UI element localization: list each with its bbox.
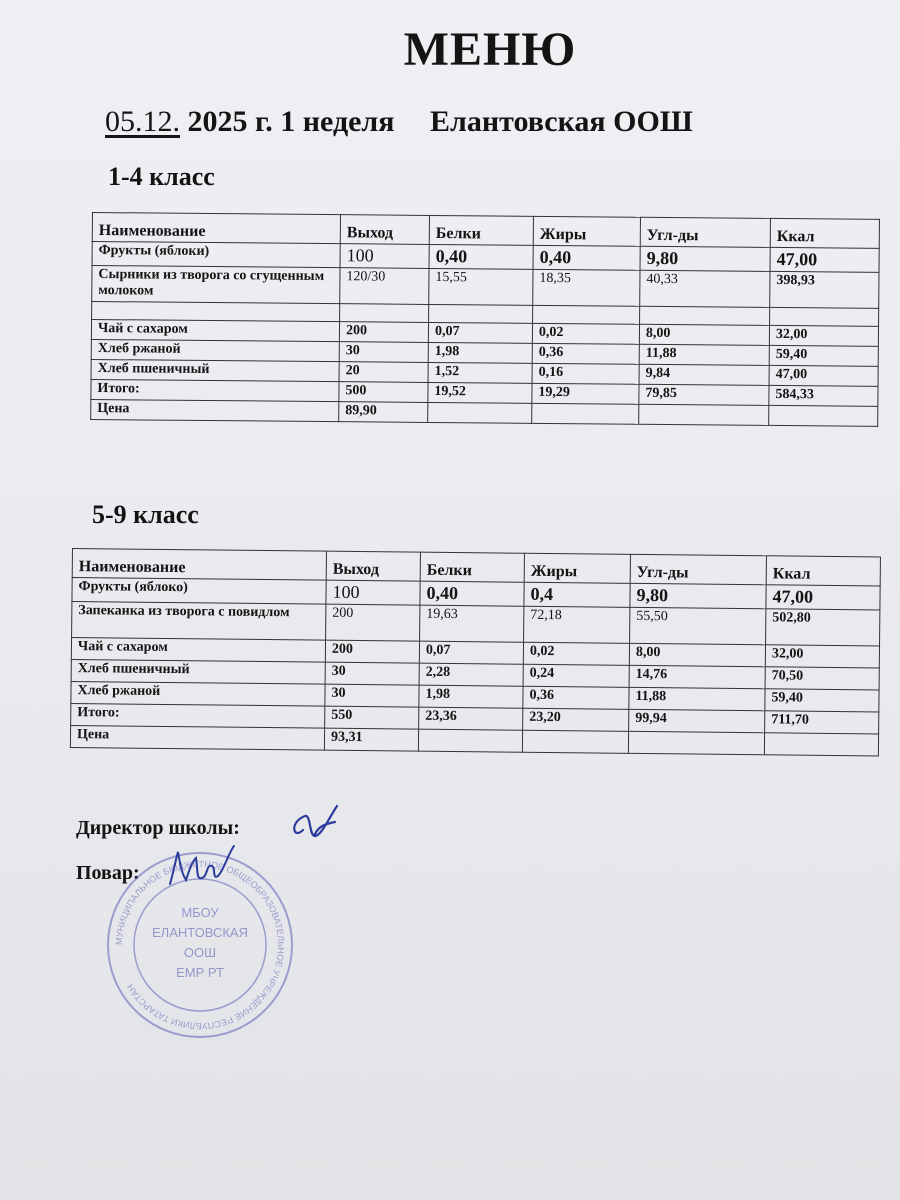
dish-out: 20 xyxy=(339,362,428,383)
dish-name: Фрукты (яблоки) xyxy=(92,242,340,268)
dish-fat: 0,24 xyxy=(523,664,629,687)
dish-carbs: 11,88 xyxy=(629,687,765,710)
empty-cell xyxy=(429,304,533,323)
empty-cell xyxy=(769,405,878,426)
empty-cell xyxy=(522,730,628,753)
dish-name: Хлеб ржаной xyxy=(71,681,325,706)
dish-carbs: 9,84 xyxy=(639,364,769,385)
header-fat: Жиры xyxy=(524,553,630,583)
dish-fat: 0,4 xyxy=(524,582,630,607)
header-kcal: Ккал xyxy=(770,218,879,248)
dish-out: 120/30 xyxy=(340,268,429,305)
dish-name: Чай с сахаром xyxy=(71,638,325,663)
dish-protein: 15,55 xyxy=(429,268,533,305)
dish-protein: 0,07 xyxy=(419,641,523,664)
director-label: Директор школы: xyxy=(76,817,240,839)
dish-out: 30 xyxy=(325,684,419,707)
header-out: Выход xyxy=(326,551,420,581)
price-value: 93,31 xyxy=(324,728,418,751)
dish-kcal: 32,00 xyxy=(769,325,878,346)
dish-out: 200 xyxy=(326,604,420,641)
school-name: Елантовская ООШ xyxy=(430,105,693,138)
empty-cell xyxy=(764,733,878,756)
total-protein: 23,36 xyxy=(419,707,523,730)
dish-kcal: 59,40 xyxy=(769,345,878,366)
empty-cell xyxy=(628,731,764,754)
price-value: 89,90 xyxy=(339,402,428,423)
dish-protein: 0,07 xyxy=(428,322,532,343)
header-name: Наименование xyxy=(92,213,340,244)
stamp-line-3: ООШ xyxy=(183,945,217,960)
dish-out: 100 xyxy=(340,244,429,269)
empty-cell xyxy=(340,304,429,323)
empty-cell xyxy=(640,306,770,325)
menu-table-5-9 xyxy=(70,548,881,756)
dish-carbs: 11,88 xyxy=(639,344,769,365)
header-name: Наименование xyxy=(72,549,326,581)
total-label: Итого: xyxy=(91,379,339,401)
dish-out: 200 xyxy=(339,322,428,343)
dish-carbs: 8,00 xyxy=(639,324,769,345)
dish-fat: 0,16 xyxy=(532,363,639,384)
cook-signature xyxy=(162,840,242,900)
dish-protein: 2,28 xyxy=(419,663,523,686)
dish-protein: 19,63 xyxy=(420,605,524,642)
dish-kcal: 59,40 xyxy=(765,689,879,712)
dish-name: Хлеб пшеничный xyxy=(91,359,339,381)
header-fat: Жиры xyxy=(533,216,640,246)
dish-protein: 1,98 xyxy=(428,342,532,363)
total-fat: 23,20 xyxy=(523,708,629,731)
menu-subtitle xyxy=(105,105,693,139)
stamp-ring-text: МУНИЦИПАЛЬНОЕ БЮДЖЕТНОЕ ОБЩЕОБРАЗОВАТЕЛЬНОЕ УЧРЕЖДЕНИЕ РЕСПУБЛИКИ ТАТАРСТАН xyxy=(113,858,287,1032)
menu-year-week: 2025 г. 1 неделя xyxy=(187,105,395,138)
total-label: Итого: xyxy=(71,703,325,728)
total-carbs: 99,94 xyxy=(629,709,765,732)
empty-cell xyxy=(92,302,340,322)
total-carbs: 79,85 xyxy=(639,384,769,405)
dish-kcal: 47,00 xyxy=(770,247,879,272)
dish-kcal: 70,50 xyxy=(765,667,879,690)
dish-name: Сырники из творога со сгущенным молоком xyxy=(92,266,340,304)
dish-fat: 72,18 xyxy=(524,606,630,643)
price-label: Цена xyxy=(70,725,324,750)
dish-carbs: 9,80 xyxy=(630,583,766,608)
menu-table-1-4 xyxy=(90,212,880,427)
dish-kcal: 47,00 xyxy=(769,365,878,386)
dish-protein: 1,98 xyxy=(419,685,523,708)
section-label-5-9: 5-9 класс xyxy=(92,500,199,529)
dish-kcal: 32,00 xyxy=(765,645,879,668)
dish-out: 100 xyxy=(326,580,420,605)
dish-fat: 0,02 xyxy=(523,642,629,665)
section-label-1-4: 1-4 класс xyxy=(108,162,215,191)
dish-fat: 0,36 xyxy=(532,343,639,364)
dish-name: Фрукты (яблоко) xyxy=(72,578,326,605)
header-protein: Белки xyxy=(429,215,533,245)
total-kcal: 711,70 xyxy=(765,711,879,734)
dish-out: 30 xyxy=(325,662,419,685)
dish-out: 200 xyxy=(325,640,419,663)
dish-name: Чай с сахаром xyxy=(91,320,339,342)
stamp-line-2: ЕЛАНТОВСКАЯ xyxy=(152,925,248,940)
dish-protein: 0,40 xyxy=(420,581,524,606)
total-kcal: 584,33 xyxy=(769,385,878,406)
dish-kcal: 502,80 xyxy=(766,609,880,646)
total-fat: 19,29 xyxy=(532,383,639,404)
director-signature xyxy=(285,800,345,850)
total-out: 550 xyxy=(325,706,419,729)
header-carbs: Угл-ды xyxy=(640,217,770,247)
header-protein: Белки xyxy=(420,552,524,582)
dish-carbs: 9,80 xyxy=(640,246,770,271)
dish-carbs: 14,76 xyxy=(629,665,765,688)
dish-fat: 0,40 xyxy=(533,245,640,270)
menu-title: МЕНЮ xyxy=(403,23,577,76)
total-out: 500 xyxy=(339,382,428,403)
dish-fat: 18,35 xyxy=(533,269,640,306)
header-carbs: Угл-ды xyxy=(630,554,766,584)
dish-kcal: 47,00 xyxy=(766,585,880,610)
empty-cell xyxy=(639,404,769,425)
empty-cell xyxy=(532,403,639,424)
dish-carbs: 55,50 xyxy=(630,607,766,644)
dish-protein: 1,52 xyxy=(428,362,532,383)
menu-date: 05.12. xyxy=(105,105,180,138)
dish-carbs: 40,33 xyxy=(640,270,770,307)
dish-fat: 0,02 xyxy=(532,323,639,344)
cook-label: Повар: xyxy=(76,862,140,884)
stamp-line-4: ЕМР РТ xyxy=(176,965,224,980)
dish-name: Хлеб ржаной xyxy=(91,339,339,361)
dish-name: Хлеб пшеничный xyxy=(71,659,325,684)
dish-name: Запеканка из творога с повидлом xyxy=(72,602,326,641)
empty-cell xyxy=(770,307,879,326)
stamp-line-1: МБОУ xyxy=(181,905,219,920)
dish-out: 30 xyxy=(339,342,428,363)
price-label: Цена xyxy=(91,399,339,421)
dish-carbs: 8,00 xyxy=(629,643,765,666)
dish-protein: 0,40 xyxy=(429,244,533,269)
total-protein: 19,52 xyxy=(428,382,532,403)
empty-cell xyxy=(418,729,522,752)
dish-kcal: 398,93 xyxy=(770,271,879,308)
empty-cell xyxy=(533,305,640,324)
empty-cell xyxy=(428,402,532,423)
dish-fat: 0,36 xyxy=(523,686,629,709)
header-kcal: Ккал xyxy=(766,556,880,586)
header-out: Выход xyxy=(340,215,429,245)
